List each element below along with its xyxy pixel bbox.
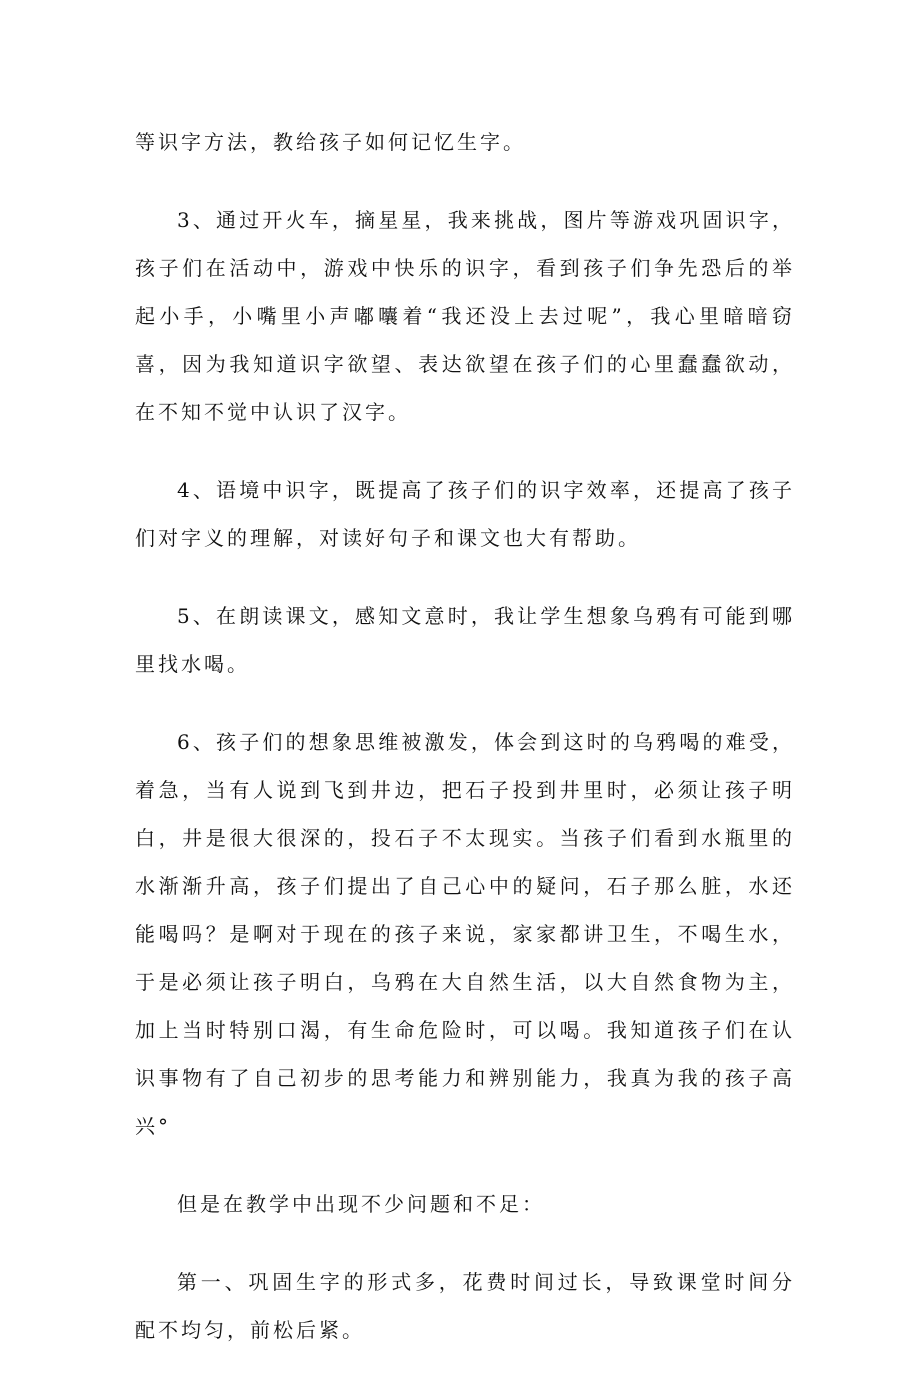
paragraph-item-4: 4、语境中识字，既提高了孩子们的识字效率，还提高了孩子们对字义的理解，对读好句子和课文也大有帮助。 xyxy=(135,478,795,550)
paragraph-item-5: 5、在朗读课文，感知文意时，我让学生想象乌鸦有可能到哪里找水喝。 xyxy=(135,604,795,676)
paragraph-problem-first: 第一、巩固生字的形式多，花费时间过长，导致课堂时间分配不均匀，前松后紧。 xyxy=(135,1270,795,1342)
paragraph-item-6: 6、孩子们的想象思维被激发，体会到这时的乌鸦喝的难受，着急，当有人说到飞到井边，把石子投到井里时，必须让孩子明白，井是很大很深的，投石子不太现实。当孩子们看到水瓶里的水渐渐升高，孩子们提出了自己心中的疑问，石子那么脏，水还能喝吗？是啊对于现在的孩子来说，家家都讲卫生，不喝生水，于是必须让孩子明白，乌鸦在大自然生活，以大自然食物为主，加上当时特别口渴，有生命危险时，可以喝。我知道孩子们在认识事物有了自己初步的思考能力和辨别能力，我真为我的孩子高兴° xyxy=(135,730,795,1138)
paragraph-continuation: 等识字方法，教给孩子如何记忆生字。 xyxy=(135,130,526,154)
document-body xyxy=(135,118,795,1384)
paragraph-item-3: 3、通过开火车，摘星星，我来挑战，图片等游戏巩固识字，孩子们在活动中，游戏中快乐的识字，看到孩子们争先恐后的举起小手，小嘴里小声嘟囔着“我还没上去过呢”，我心里暗暗窃喜，因为我知道识字欲望、表达欲望在孩子们的心里蠢蠢欲动，在不知不觉中认识了汉字。 xyxy=(135,208,795,424)
paragraph-problems-intro: 但是在教学中出现不少问题和不足： xyxy=(177,1192,545,1216)
